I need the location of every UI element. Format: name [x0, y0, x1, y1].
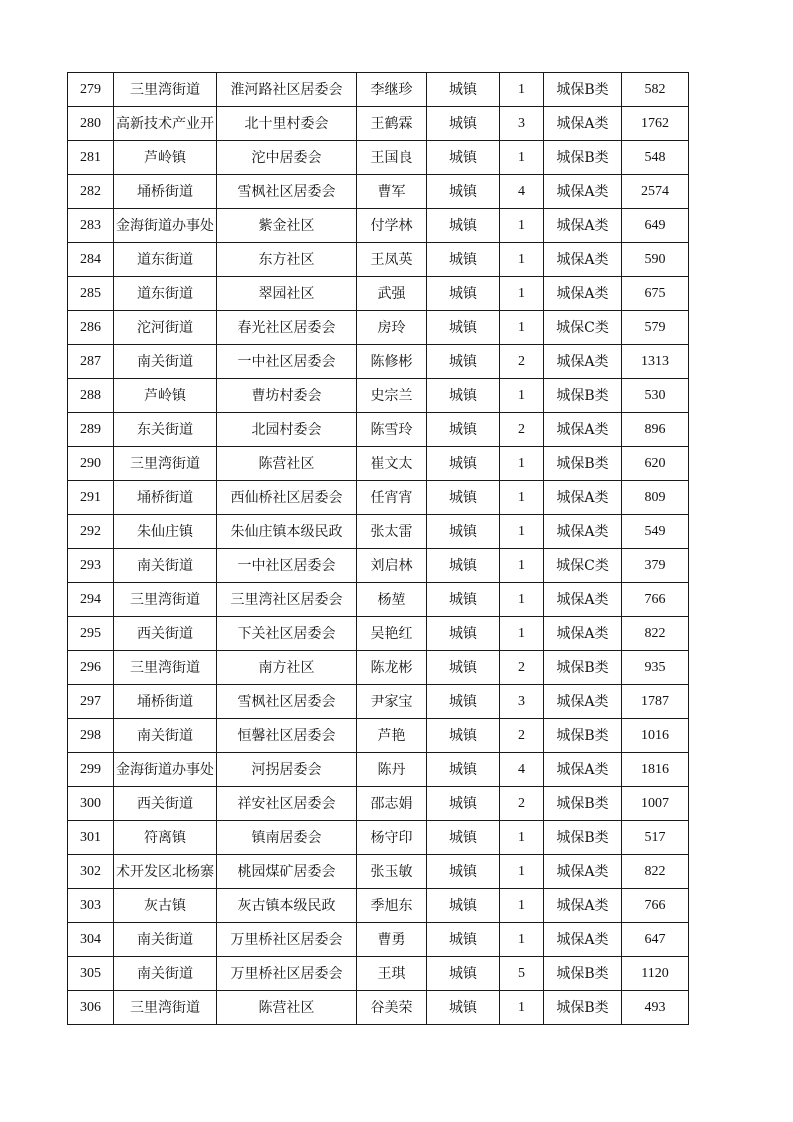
community-cell: 一中社区居委会: [217, 345, 357, 379]
household-size-cell: 4: [500, 753, 544, 787]
area-type-cell: 城镇: [427, 277, 500, 311]
amount-cell: 822: [622, 855, 689, 889]
area-type-cell: 城镇: [427, 685, 500, 719]
amount-cell: 590: [622, 243, 689, 277]
table-row: [68, 413, 689, 447]
row-number-cell: 283: [68, 209, 114, 243]
street-office-cell: 三里湾街道: [114, 991, 217, 1025]
household-size-cell: 1: [500, 277, 544, 311]
household-size-cell: 2: [500, 651, 544, 685]
aid-category-cell: 城保B类: [544, 957, 622, 991]
recipient-name-cell: 任宵宵: [357, 481, 427, 515]
area-type-cell: 城镇: [427, 379, 500, 413]
street-office-cell: 南关街道: [114, 345, 217, 379]
community-cell: 北园村委会: [217, 413, 357, 447]
amount-cell: 582: [622, 73, 689, 107]
aid-category-cell: 城保A类: [544, 277, 622, 311]
household-size-cell: 1: [500, 515, 544, 549]
aid-category-cell: 城保B类: [544, 651, 622, 685]
table-row: [68, 821, 689, 855]
area-type-cell: 城镇: [427, 821, 500, 855]
community-cell: 东方社区: [217, 243, 357, 277]
table-row: [68, 719, 689, 753]
aid-category-cell: 城保B类: [544, 991, 622, 1025]
row-number-cell: 296: [68, 651, 114, 685]
amount-cell: 1313: [622, 345, 689, 379]
table-row: [68, 651, 689, 685]
household-size-cell: 3: [500, 685, 544, 719]
street-office-cell: 灰古镇: [114, 889, 217, 923]
amount-cell: 766: [622, 583, 689, 617]
table-row: [68, 617, 689, 651]
recipient-name-cell: 史宗兰: [357, 379, 427, 413]
street-office-cell: 东关街道: [114, 413, 217, 447]
amount-cell: 2574: [622, 175, 689, 209]
area-type-cell: 城镇: [427, 855, 500, 889]
household-size-cell: 1: [500, 73, 544, 107]
household-size-cell: 5: [500, 957, 544, 991]
table-row: [68, 107, 689, 141]
household-size-cell: 1: [500, 821, 544, 855]
recipient-name-cell: 陈龙彬: [357, 651, 427, 685]
area-type-cell: 城镇: [427, 345, 500, 379]
household-size-cell: 1: [500, 549, 544, 583]
area-type-cell: 城镇: [427, 719, 500, 753]
street-office-cell: 沱河街道: [114, 311, 217, 345]
community-cell: 紫金社区: [217, 209, 357, 243]
recipient-name-cell: 杨堃: [357, 583, 427, 617]
aid-category-cell: 城保A类: [544, 685, 622, 719]
street-office-cell: 三里湾街道: [114, 583, 217, 617]
row-number-cell: 305: [68, 957, 114, 991]
aid-category-cell: 城保A类: [544, 753, 622, 787]
recipient-name-cell: 杨守印: [357, 821, 427, 855]
street-office-cell: 西关街道: [114, 787, 217, 821]
table-row: [68, 991, 689, 1025]
community-cell: 恒馨社区居委会: [217, 719, 357, 753]
table-body: [68, 73, 689, 1025]
aid-category-cell: 城保B类: [544, 787, 622, 821]
recipient-name-cell: 刘启林: [357, 549, 427, 583]
area-type-cell: 城镇: [427, 753, 500, 787]
row-number-cell: 299: [68, 753, 114, 787]
amount-cell: 549: [622, 515, 689, 549]
aid-category-cell: 城保A类: [544, 481, 622, 515]
recipient-name-cell: 王国良: [357, 141, 427, 175]
aid-category-cell: 城保A类: [544, 107, 622, 141]
amount-cell: 379: [622, 549, 689, 583]
row-number-cell: 291: [68, 481, 114, 515]
recipient-name-cell: 季旭东: [357, 889, 427, 923]
amount-cell: 822: [622, 617, 689, 651]
recipient-name-cell: 张太雷: [357, 515, 427, 549]
street-office-cell: 埇桥街道: [114, 175, 217, 209]
row-number-cell: 292: [68, 515, 114, 549]
row-number-cell: 303: [68, 889, 114, 923]
area-type-cell: 城镇: [427, 651, 500, 685]
household-size-cell: 1: [500, 855, 544, 889]
household-size-cell: 1: [500, 617, 544, 651]
table-row: [68, 175, 689, 209]
street-office-cell: 三里湾街道: [114, 73, 217, 107]
street-office-cell: 金海街道办事处: [114, 209, 217, 243]
table-row: [68, 957, 689, 991]
table-row: [68, 923, 689, 957]
beneficiary-table: [67, 72, 689, 1025]
table-row: [68, 447, 689, 481]
street-office-cell: 西关街道: [114, 617, 217, 651]
table-row: [68, 515, 689, 549]
street-office-cell: 朱仙庄镇: [114, 515, 217, 549]
amount-cell: 620: [622, 447, 689, 481]
recipient-name-cell: 房玲: [357, 311, 427, 345]
area-type-cell: 城镇: [427, 413, 500, 447]
area-type-cell: 城镇: [427, 175, 500, 209]
household-size-cell: 2: [500, 413, 544, 447]
aid-category-cell: 城保B类: [544, 141, 622, 175]
recipient-name-cell: 吴艳红: [357, 617, 427, 651]
recipient-name-cell: 李继珍: [357, 73, 427, 107]
community-cell: 沱中居委会: [217, 141, 357, 175]
recipient-name-cell: 王鹤霖: [357, 107, 427, 141]
row-number-cell: 306: [68, 991, 114, 1025]
street-office-cell: 术开发区北杨寨: [114, 855, 217, 889]
row-number-cell: 298: [68, 719, 114, 753]
household-size-cell: 1: [500, 583, 544, 617]
row-number-cell: 286: [68, 311, 114, 345]
amount-cell: 1816: [622, 753, 689, 787]
row-number-cell: 300: [68, 787, 114, 821]
aid-category-cell: 城保B类: [544, 379, 622, 413]
community-cell: 祥安社区居委会: [217, 787, 357, 821]
amount-cell: 1007: [622, 787, 689, 821]
area-type-cell: 城镇: [427, 923, 500, 957]
table-row: [68, 141, 689, 175]
row-number-cell: 285: [68, 277, 114, 311]
aid-category-cell: 城保A类: [544, 413, 622, 447]
community-cell: 陈营社区: [217, 991, 357, 1025]
aid-category-cell: 城保C类: [544, 549, 622, 583]
table-row: [68, 787, 689, 821]
street-office-cell: 南关街道: [114, 549, 217, 583]
area-type-cell: 城镇: [427, 243, 500, 277]
recipient-name-cell: 邵志娟: [357, 787, 427, 821]
table-row: [68, 583, 689, 617]
row-number-cell: 301: [68, 821, 114, 855]
amount-cell: 647: [622, 923, 689, 957]
amount-cell: 579: [622, 311, 689, 345]
amount-cell: 1016: [622, 719, 689, 753]
table-row: [68, 855, 689, 889]
community-cell: 南方社区: [217, 651, 357, 685]
area-type-cell: 城镇: [427, 889, 500, 923]
street-office-cell: 芦岭镇: [114, 141, 217, 175]
street-office-cell: 南关街道: [114, 719, 217, 753]
household-size-cell: 1: [500, 209, 544, 243]
street-office-cell: 南关街道: [114, 923, 217, 957]
recipient-name-cell: 王琪: [357, 957, 427, 991]
table-row: [68, 311, 689, 345]
table-row: [68, 379, 689, 413]
recipient-name-cell: 芦艳: [357, 719, 427, 753]
area-type-cell: 城镇: [427, 549, 500, 583]
row-number-cell: 293: [68, 549, 114, 583]
household-size-cell: 1: [500, 923, 544, 957]
area-type-cell: 城镇: [427, 481, 500, 515]
amount-cell: 809: [622, 481, 689, 515]
area-type-cell: 城镇: [427, 583, 500, 617]
recipient-name-cell: 陈丹: [357, 753, 427, 787]
recipient-name-cell: 王凤英: [357, 243, 427, 277]
household-size-cell: 1: [500, 311, 544, 345]
aid-category-cell: 城保A类: [544, 889, 622, 923]
household-size-cell: 2: [500, 787, 544, 821]
amount-cell: 517: [622, 821, 689, 855]
table-row: [68, 345, 689, 379]
household-size-cell: 1: [500, 243, 544, 277]
community-cell: 西仙桥社区居委会: [217, 481, 357, 515]
street-office-cell: 芦岭镇: [114, 379, 217, 413]
street-office-cell: 埇桥街道: [114, 481, 217, 515]
row-number-cell: 284: [68, 243, 114, 277]
recipient-name-cell: 陈修彬: [357, 345, 427, 379]
aid-category-cell: 城保A类: [544, 209, 622, 243]
recipient-name-cell: 张玉敏: [357, 855, 427, 889]
amount-cell: 766: [622, 889, 689, 923]
amount-cell: 649: [622, 209, 689, 243]
household-size-cell: 1: [500, 379, 544, 413]
row-number-cell: 288: [68, 379, 114, 413]
amount-cell: 493: [622, 991, 689, 1025]
aid-category-cell: 城保B类: [544, 73, 622, 107]
area-type-cell: 城镇: [427, 447, 500, 481]
street-office-cell: 高新技术产业开: [114, 107, 217, 141]
area-type-cell: 城镇: [427, 957, 500, 991]
community-cell: 陈营社区: [217, 447, 357, 481]
area-type-cell: 城镇: [427, 515, 500, 549]
area-type-cell: 城镇: [427, 311, 500, 345]
community-cell: 北十里村委会: [217, 107, 357, 141]
table-row: [68, 685, 689, 719]
street-office-cell: 南关街道: [114, 957, 217, 991]
aid-category-cell: 城保A类: [544, 243, 622, 277]
community-cell: 雪枫社区居委会: [217, 175, 357, 209]
aid-category-cell: 城保A类: [544, 345, 622, 379]
community-cell: 灰古镇本级民政: [217, 889, 357, 923]
table-row: [68, 889, 689, 923]
row-number-cell: 297: [68, 685, 114, 719]
street-office-cell: 金海街道办事处: [114, 753, 217, 787]
community-cell: 雪枫社区居委会: [217, 685, 357, 719]
community-cell: 下关社区居委会: [217, 617, 357, 651]
recipient-name-cell: 尹家宝: [357, 685, 427, 719]
household-size-cell: 1: [500, 481, 544, 515]
street-office-cell: 埇桥街道: [114, 685, 217, 719]
community-cell: 河拐居委会: [217, 753, 357, 787]
recipient-name-cell: 曹军: [357, 175, 427, 209]
household-size-cell: 3: [500, 107, 544, 141]
community-cell: 朱仙庄镇本级民政: [217, 515, 357, 549]
recipient-name-cell: 谷美荣: [357, 991, 427, 1025]
aid-category-cell: 城保C类: [544, 311, 622, 345]
area-type-cell: 城镇: [427, 107, 500, 141]
street-office-cell: 符离镇: [114, 821, 217, 855]
table-row: [68, 243, 689, 277]
table-row: [68, 73, 689, 107]
amount-cell: 1762: [622, 107, 689, 141]
household-size-cell: 4: [500, 175, 544, 209]
amount-cell: 935: [622, 651, 689, 685]
area-type-cell: 城镇: [427, 787, 500, 821]
area-type-cell: 城镇: [427, 617, 500, 651]
community-cell: 曹坊村委会: [217, 379, 357, 413]
community-cell: 万里桥社区居委会: [217, 923, 357, 957]
street-office-cell: 道东街道: [114, 277, 217, 311]
row-number-cell: 302: [68, 855, 114, 889]
community-cell: 桃园煤矿居委会: [217, 855, 357, 889]
recipient-name-cell: 曹勇: [357, 923, 427, 957]
aid-category-cell: 城保A类: [544, 515, 622, 549]
community-cell: 万里桥社区居委会: [217, 957, 357, 991]
table-row: [68, 481, 689, 515]
row-number-cell: 281: [68, 141, 114, 175]
row-number-cell: 287: [68, 345, 114, 379]
area-type-cell: 城镇: [427, 73, 500, 107]
aid-category-cell: 城保B类: [544, 821, 622, 855]
row-number-cell: 295: [68, 617, 114, 651]
area-type-cell: 城镇: [427, 141, 500, 175]
aid-category-cell: 城保B类: [544, 447, 622, 481]
amount-cell: 1120: [622, 957, 689, 991]
recipient-name-cell: 陈雪玲: [357, 413, 427, 447]
amount-cell: 530: [622, 379, 689, 413]
amount-cell: 675: [622, 277, 689, 311]
aid-category-cell: 城保A类: [544, 617, 622, 651]
row-number-cell: 289: [68, 413, 114, 447]
street-office-cell: 三里湾街道: [114, 447, 217, 481]
community-cell: 淮河路社区居委会: [217, 73, 357, 107]
row-number-cell: 304: [68, 923, 114, 957]
aid-category-cell: 城保A类: [544, 923, 622, 957]
aid-category-cell: 城保B类: [544, 719, 622, 753]
community-cell: 一中社区居委会: [217, 549, 357, 583]
community-cell: 翠园社区: [217, 277, 357, 311]
table-row: [68, 209, 689, 243]
amount-cell: 1787: [622, 685, 689, 719]
table-row: [68, 549, 689, 583]
community-cell: 三里湾社区居委会: [217, 583, 357, 617]
table-row: [68, 277, 689, 311]
amount-cell: 896: [622, 413, 689, 447]
household-size-cell: 1: [500, 447, 544, 481]
table-row: [68, 753, 689, 787]
row-number-cell: 280: [68, 107, 114, 141]
aid-category-cell: 城保A类: [544, 175, 622, 209]
recipient-name-cell: 付学林: [357, 209, 427, 243]
community-cell: 春光社区居委会: [217, 311, 357, 345]
street-office-cell: 三里湾街道: [114, 651, 217, 685]
row-number-cell: 279: [68, 73, 114, 107]
aid-category-cell: 城保A类: [544, 583, 622, 617]
area-type-cell: 城镇: [427, 209, 500, 243]
community-cell: 镇南居委会: [217, 821, 357, 855]
household-size-cell: 1: [500, 141, 544, 175]
household-size-cell: 1: [500, 889, 544, 923]
amount-cell: 548: [622, 141, 689, 175]
household-size-cell: 2: [500, 719, 544, 753]
row-number-cell: 290: [68, 447, 114, 481]
household-size-cell: 1: [500, 991, 544, 1025]
row-number-cell: 294: [68, 583, 114, 617]
row-number-cell: 282: [68, 175, 114, 209]
recipient-name-cell: 武强: [357, 277, 427, 311]
street-office-cell: 道东街道: [114, 243, 217, 277]
aid-category-cell: 城保A类: [544, 855, 622, 889]
recipient-name-cell: 崔文太: [357, 447, 427, 481]
household-size-cell: 2: [500, 345, 544, 379]
area-type-cell: 城镇: [427, 991, 500, 1025]
